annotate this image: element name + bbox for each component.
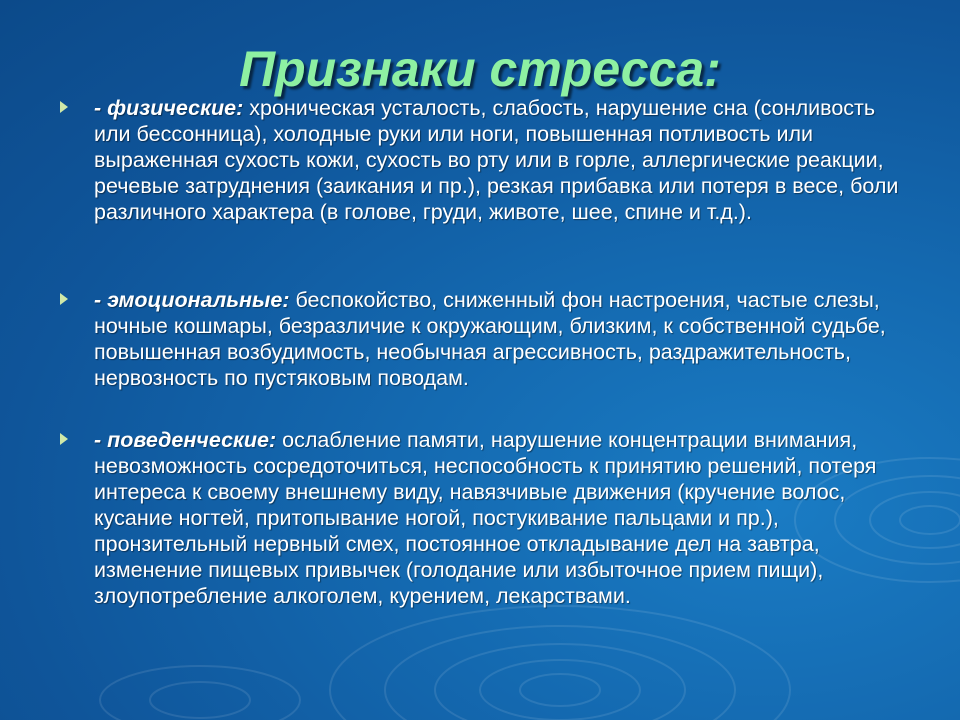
item-term: поведенческие (107, 428, 270, 452)
arrowhead-bullet-icon (60, 101, 68, 113)
arrowhead-bullet-icon (60, 433, 68, 445)
item-description: хроническая усталость, слабость, нарушение сна (сонливость или бессонница), холодные руки или ноги, повышенная потливость или выраженная сухость кожи, сухость во рту или в горле, аллергические реакции, речевые затруднения (заикания и пр.), резкая прибавка или потеря в весе, боли различного характера (в голове, груди, животе, шее, спине и т.д.). (94, 96, 899, 224)
slide-title: Признаки стресса: (239, 41, 721, 97)
item-prefix: - (94, 288, 108, 312)
item-colon: : (269, 428, 277, 452)
item-prefix: - (94, 96, 108, 120)
item-term: эмоциональные (107, 288, 283, 312)
list-item-text (94, 95, 904, 225)
list-item-text (94, 427, 904, 609)
item-colon: : (236, 96, 244, 120)
item-description: ослабление памяти, нарушение концентрации внимания, невозможность сосредоточиться, неспособность к принятию решений, потеря интереса к своему внешнему виду, навязчивые движения (кручение волос, кусание ногтей, притопывание ногой, постукивание пальцами и пр.), пронзительный нервный смех, постоянное откладывание дел на завтра, изменение пищевых привычек (голодание или избыточное прием пищи), злоупотребление алкоголем, курением, лекарствами. (94, 428, 877, 608)
item-colon: : (282, 288, 290, 312)
item-description: беспокойство, сниженный фон настроения, частые слезы, ночные кошмары, безразличие к окружающим, близким, к собственной судьбе, повышенная возбудимость, необычная агрессивность, раздражительность, нервозность по пустяковым поводам. (94, 288, 886, 390)
list-item-text (94, 287, 904, 391)
item-term: физические (107, 96, 237, 120)
item-prefix: - (94, 428, 108, 452)
arrowhead-bullet-icon (60, 293, 68, 305)
